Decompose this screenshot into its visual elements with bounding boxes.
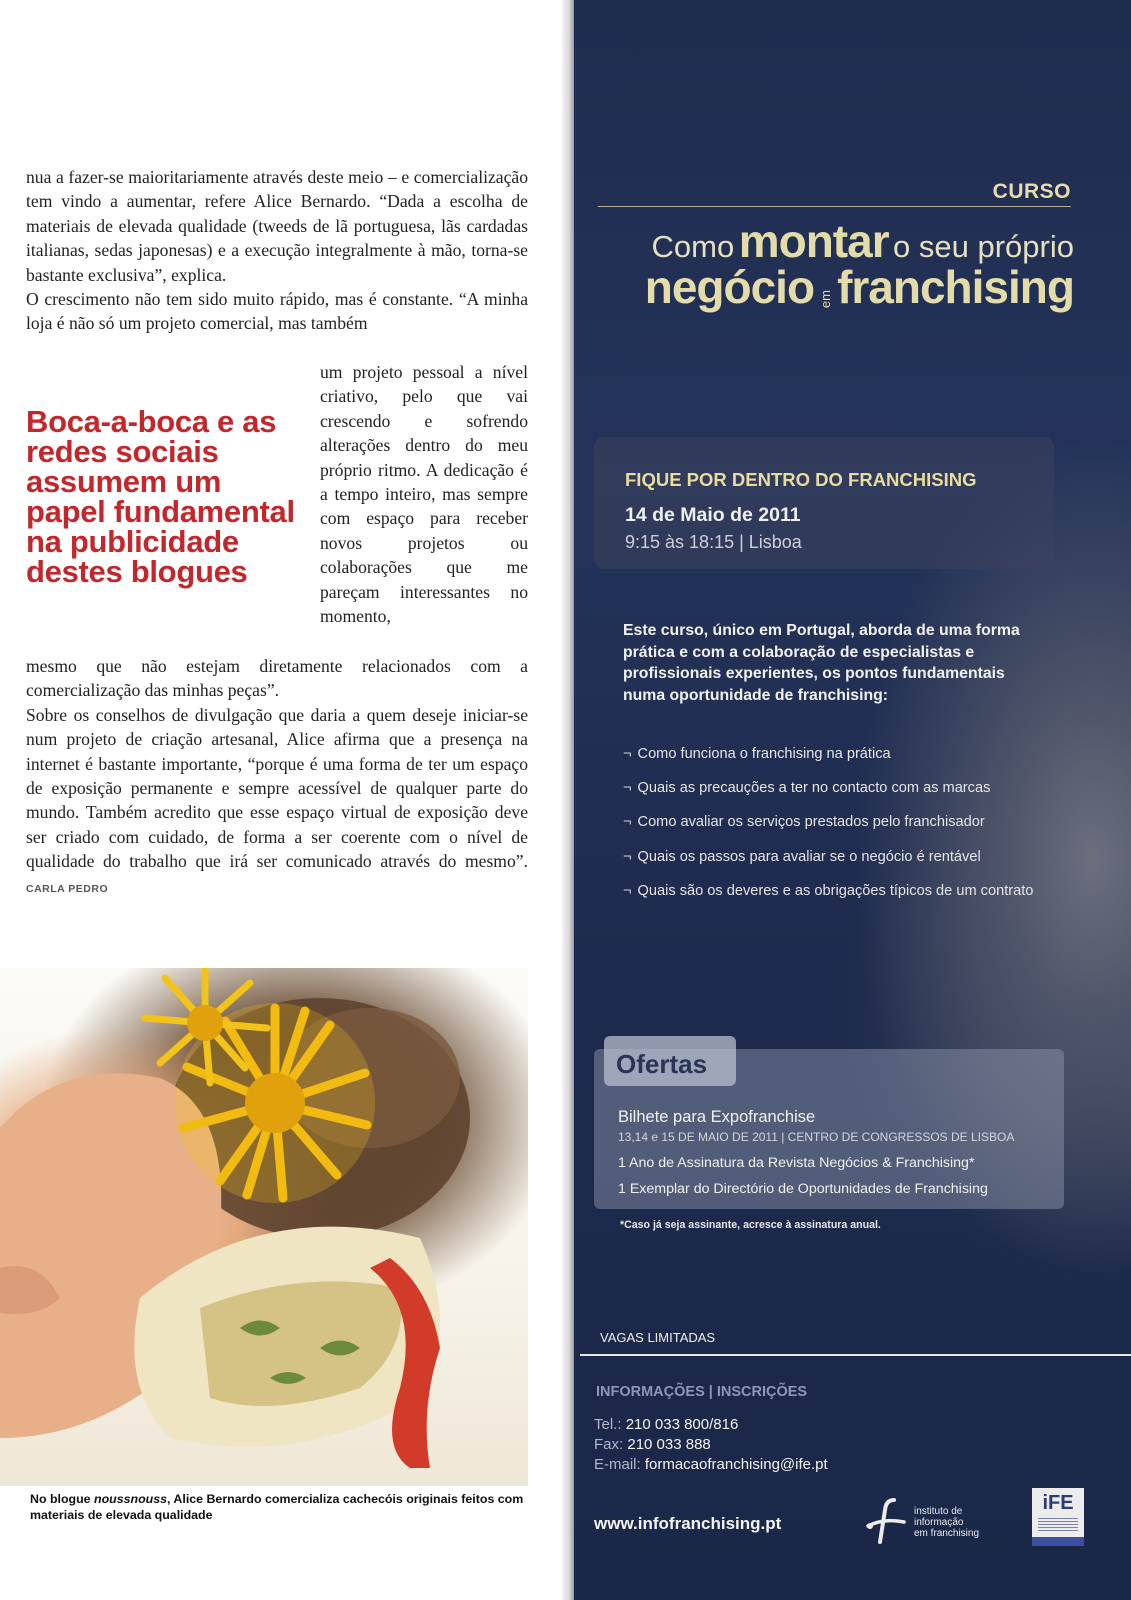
- event-date: 14 de Maio de 2011: [625, 504, 801, 526]
- contact-heading: INFORMAÇÕES | INSCRIÇÕES: [596, 1384, 808, 1400]
- paragraph-1-text: nua a fazer-se maioritariamente através deste meio – e comercialização tem vindo a aumentar, refere Alice Bernardo. “Dada a escolha de materiais de elevada qualidade (tweeds de lã portuguesa, lãs cardadas italianas, sedas japonesas) e a execução integralmente à mão, torna-se bastante exclusiva”, explica.: [26, 167, 528, 285]
- event-time-location: 9:15 às 18:15 | Lisboa: [625, 532, 802, 552]
- title-o-seu: o seu próprio: [893, 229, 1074, 264]
- article-paragraph-3: [26, 654, 528, 901]
- offer-subscription: 1 Ano de Assinatura da Revista Negócios & Franchising*: [618, 1155, 975, 1171]
- topic-text: Como avaliar os serviços prestados pelo franchisador: [637, 814, 985, 831]
- paragraph-3-text: Sobre os conselhos de divulgação que daria a quem deseje iniciar-se num projeto de criação artesanal, Alice afirma que a presença na internet é bastante importante, “porque é uma forma de ter um espaço de exposição permanente e sempre acessível de qualquer parte do mundo. Também acredito que esse espaço virtual de exposição deve ser criado com cuidado, de forma a ser coerente com o nível de qualidade do trabalho que irá ser comunicado através do mesmo”.: [26, 704, 528, 872]
- offers-heading: Ofertas: [616, 1049, 708, 1079]
- topic-text: Quais as precauções a ter no contacto com as marcas: [637, 780, 991, 797]
- article-photo: [0, 968, 528, 1486]
- offer-ticket-details: 13,14 e 15 DE MAIO DE 2011 | CENTRO DE CONGRESSOS DE LISBOA: [618, 1130, 1015, 1144]
- article-page: [0, 0, 562, 1600]
- contact-divider: [580, 1354, 1131, 1356]
- instituto-logo-icon: [864, 1496, 912, 1546]
- woman-with-flowers-illustration: [0, 968, 528, 1486]
- ife-logo-bar: [1032, 1537, 1084, 1546]
- instituto-logo: [864, 1496, 1014, 1552]
- paragraph-2-start: O crescimento não tem sido muito rápido, mas é constante. “A minha loja é não só um projeto comercial, mas também: [26, 289, 528, 334]
- page-gutter: [562, 0, 574, 1600]
- phone-label: Tel.:: [594, 1416, 622, 1433]
- paragraph-2-end: mesmo que não estejam diretamente relacionados com a comercialização das minhas peças”.: [26, 656, 528, 701]
- caption-blog-name: noussnouss: [94, 1492, 167, 1506]
- fax-label: Fax:: [594, 1436, 624, 1453]
- byline: CARLA PEDRO: [26, 882, 109, 895]
- fax-number: 210 033 888: [627, 1436, 711, 1453]
- contact-fax: [594, 1436, 711, 1453]
- ad-curso-label: CURSO: [992, 180, 1071, 203]
- topic-text: Como funciona o franchising na prática: [637, 746, 891, 762]
- bullet-glyph: ¬: [623, 746, 632, 762]
- topic-text: Quais os passos para avaliar se o negócio é rentável: [637, 848, 981, 865]
- article-wrap-column: [320, 360, 528, 628]
- course-intro: Este curso, único em Portugal, aborda de uma forma prática e com a colaboração de especialistas e profissionais experientes, os pontos fundamentais numa oportunidade de franchising:: [623, 622, 1020, 704]
- email-label: E-mail:: [594, 1456, 641, 1473]
- pull-quote: Boca-a-boca e as redes sociais assumem um papel fundamental na publicidade destes blogues: [26, 404, 295, 589]
- list-item: [623, 780, 1033, 814]
- photo-caption: [30, 1492, 530, 1523]
- ife-logo-fineprint: [1038, 1518, 1078, 1532]
- ad-title-rule: [598, 206, 1071, 207]
- logo-line-3: em franchising: [914, 1528, 980, 1539]
- email-address: formacaofranchising@ife.pt: [644, 1456, 828, 1473]
- offer-ticket: Bilhete para Expofranchise: [618, 1108, 816, 1126]
- list-item: [623, 746, 1033, 780]
- list-item: [623, 883, 1033, 917]
- logo-line-1: instituto de: [914, 1506, 963, 1517]
- title-como: Como: [651, 229, 735, 264]
- list-item: [623, 814, 1033, 848]
- offer-footnote: *Caso já seja assinante, acresce à assinatura anual.: [620, 1219, 881, 1231]
- bullet-glyph: ¬: [623, 814, 632, 831]
- limited-places: VAGAS LIMITADAS: [600, 1330, 716, 1345]
- topic-text: Quais são os deveres e as obrigações típicos de um contrato: [637, 882, 1034, 899]
- paragraph-2-wrap: um projeto pessoal a nível criativo, pelo que vai crescendo e sofrendo alterações dentro do meu próprio ritmo. A dedicação é a tempo inteiro, mas sempre com espaço para receber novos projetos ou colaborações que me pareçam interessantes no momento,: [320, 362, 528, 627]
- ife-logo-text: iFE: [1042, 1492, 1074, 1514]
- title-montar: montar: [738, 215, 889, 267]
- caption-text-post: , Alice Bernardo comercializa cachecóis originais feitos com materiais de elevada qualidade: [30, 1492, 524, 1522]
- phone-number: 210 033 800/816: [625, 1416, 739, 1433]
- title-negocio: negócio: [644, 261, 815, 313]
- instituto-logo-text: [914, 1506, 979, 1539]
- course-advertisement: [574, 0, 1131, 1600]
- offer-directory: 1 Exemplar do Directório de Oportunidades de Franchising: [618, 1181, 988, 1197]
- contact-email: [594, 1456, 828, 1473]
- contact-phone: [594, 1416, 738, 1433]
- logo-line-2: informação: [914, 1517, 964, 1528]
- bullet-glyph: ¬: [623, 780, 632, 797]
- article-paragraph-1: [26, 165, 528, 336]
- caption-text-pre: No blogue: [30, 1492, 95, 1506]
- title-em: em: [818, 289, 834, 308]
- website-link[interactable]: www.infofranchising.pt: [594, 1514, 782, 1533]
- ife-logo: [1032, 1488, 1084, 1546]
- bullet-glyph: ¬: [623, 848, 632, 865]
- bullet-glyph: ¬: [623, 882, 632, 899]
- event-tagline: FIQUE POR DENTRO DO FRANCHISING: [625, 469, 977, 490]
- ad-title-line-2: [604, 260, 1074, 314]
- title-franchising: franchising: [837, 261, 1074, 313]
- list-item: [623, 849, 1033, 883]
- course-topics-list: [623, 746, 1033, 917]
